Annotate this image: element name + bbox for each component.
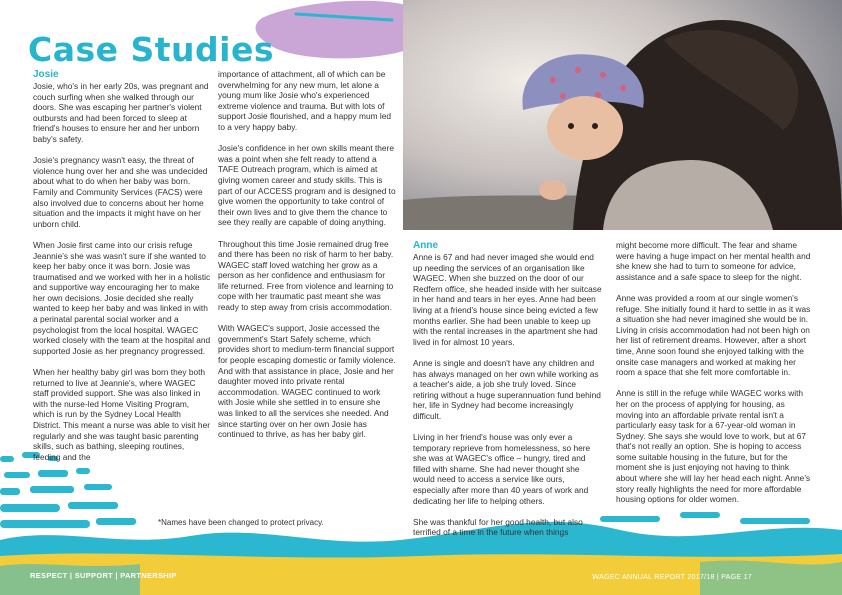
paragraph: She was thankful for her good health, but also terrified of a time in the future when things bbox=[413, 516, 583, 538]
anne-heading: Anne bbox=[413, 240, 438, 251]
paragraph: Anne was provided a room at our single women's refuge. She initially found it hard to settle in as it was a situation she had never imagined she would be in. Living in crisis accommodation had not been high on her list of retirement dreams. However, after a short time, Anne soon found she enjoyed talking with the onsite case managers and worked at making her room a space that she felt more comfortable in. bbox=[616, 292, 811, 378]
paragraph: When Josie first came into our crisis refuge Jeannie's she was wasn't sure if she wanted to keep her baby once it was born. Josie was traumatised and we worked with her in a holistic and supportive way encouraging her to make her own decisions. Josie decided she really wanted to keep her baby and was linked in with a perinatal parental social worker and a psychologist from the local hospital. WAGEC worked closely with the team at the hospital and supported Josie as her pregnancy progressed. bbox=[33, 239, 211, 356]
footer-tagline: RESPECT | SUPPORT | PARTNERSHIP bbox=[30, 571, 177, 580]
footer-page-number: WAGEC ANNUAL REPORT 2017/18 | PAGE 17 bbox=[592, 572, 752, 581]
paragraph: Josie's confidence in her own skills meant there was a point when she felt ready to attend a TAFE Outreach program, which is aimed at giving women career and study skills. This is part of our ACCESS program and is designed to give women the opportunity to take control of their own lives and to give them the chance to see they really are capable of doing anything. bbox=[218, 143, 396, 228]
paragraph: Josie's pregnancy wasn't easy, the threat of violence hung over her and she was undecided about what to do when her baby was born. Family and Community Services (FACS) were also involved due to concerns about her home situation and the impacts it might have on her unborn child. bbox=[33, 155, 208, 229]
paragraph: might become more difficult. The fear and shame were having a huge impact on her mental health and she knew she had to turn to someone for advice, assistance and a safe space to sleep for the night. bbox=[616, 240, 811, 282]
paragraph: importance of attachment, all of which can be overwhelming for any new mum, let alone a young mum like Josie who's experienced extreme violence and trauma. But with lots of support Josie flourished, and a happy mum led to a very happy baby. bbox=[218, 69, 392, 132]
josie-column-1 bbox=[33, 69, 211, 473]
paragraph: Living in her friend's house was only ever a temporary reprieve from homelessness, so here she was at WAGEC's office – hungry, tired and filled with shame. She had never thought she would need to access a service like ours, especially after more than 40 years of work and dedicating her life to helping others. bbox=[413, 432, 591, 506]
anne-column-1 bbox=[413, 240, 603, 549]
paragraph: Josie, who's in her early 20s, was pregnant and couch surfing when she walked through our doors. She was escaping her partner's violent outbursts and had been forced to sleep at friend's houses to ensure her and her unborn baby's safety. bbox=[33, 81, 209, 144]
josie-column-2 bbox=[218, 69, 396, 450]
mother-and-baby-photo bbox=[403, 0, 842, 230]
paragraph: Anne is still in the refuge while WAGEC works with her on the process of applying for housing, as moving into an affordable private rental isn't a particularly easy task for a 67-year-old woman in Sydney. She says she would love to work, but at 67 that's not really an option. She is hoping to access some suitable housing in the future, but for the moment she is just enjoying not having to think about where she will lay her head each night. Anne's story really highlights the need for more affordable housing options for older women. bbox=[616, 388, 811, 505]
paragraph: When her healthy baby girl was born they both returned to live at Jeannie's, where WAGEC staff provided support. She was also linked in with the nurse-led Home Visiting Program, which is run by the Sydney Local Health District. This meant a nurse was able to visit her regularly and she was taught basic parenting skills, such as bathing, sleeping routines, feeding and the bbox=[33, 367, 210, 462]
paragraph: Throughout this time Josie remained drug free and there has been no risk of harm to her baby. WAGEC staff loved watching her grow as a person as her confidence and enthusiasm for life returned. Free from violence and learning to cope with her traumatic past meant she was ready to step away from crisis accommodation. bbox=[218, 238, 394, 313]
josie-heading: Josie bbox=[33, 69, 59, 80]
paragraph: Anne is single and doesn't have any children and has always managed on her own while working as a teacher's aide, a job she truly loved. Since retiring without a huge superannuation fund behind her, life in Sydney had become increasingly difficult. bbox=[413, 357, 601, 421]
privacy-footnote: *Names have been changed to protect privacy. bbox=[158, 518, 324, 527]
page-title: Case Studies bbox=[28, 30, 274, 69]
anne-column-2 bbox=[616, 240, 812, 515]
paragraph: With WAGEC's support, Josie accessed the government's Start Safely scheme, which provides short to medium-term financial support for people escaping domestic or family violence. And with that assistance in place, Josie and her daughter moved into private rental accommodation. WAGEC continued to work with Josie while she settled in to ensure she was linked to all the services she needed. And since starting over on her own Josie has continued to thrive, as has her baby girl. bbox=[218, 323, 396, 440]
paragraph: Anne is 67 and had never imaged she would end up needing the services of an organisation like WAGEC. When she buzzed on the door of our Redfern office, she headed inside with her suitcase in her hand and tears in her eyes. Anne had been living at a friend's house since being evicted a few months earlier. She had been unable to keep up with the rental increases in the apartment she had lived in for almost 10 years. bbox=[413, 252, 602, 347]
